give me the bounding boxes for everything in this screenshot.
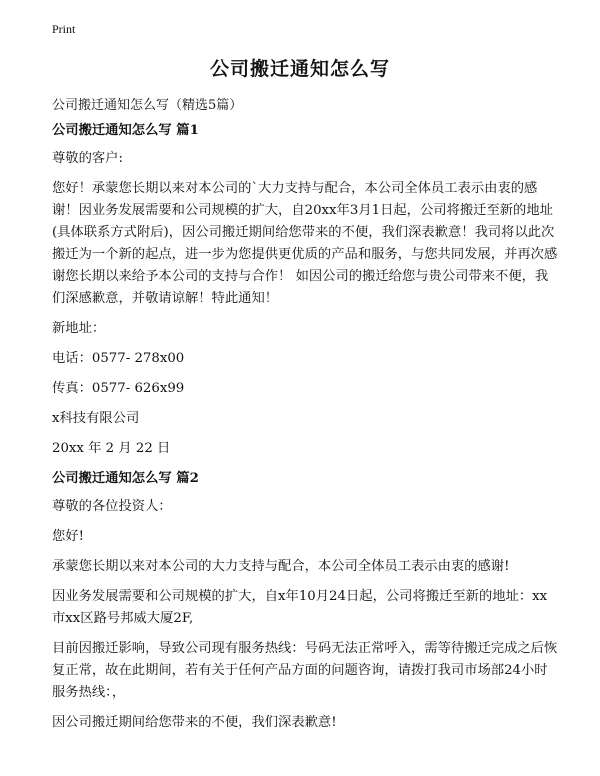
company-name: x科技有限公司 (52, 411, 140, 426)
new-address: 新地址： (52, 321, 106, 336)
article-content (52, 114, 558, 742)
hotline-paragraph: 目前因搬迁影响，导致公司现有服务热线：号码无法正常呼入，需等待搬迁完成之后恢复正常，故在此期间，若有关于任何产品方面的问题咨询，请拨打我司市场部24小时服务热线：， (52, 641, 558, 700)
page-title: 公司搬迁通知怎么写 (209, 58, 390, 80)
notice-date: 20xx 年 2 月 22 日 (52, 441, 171, 456)
fax-line: 传真：0577- 626x99 (52, 381, 185, 396)
hello-line: 您好! (52, 529, 84, 544)
print-link[interactable]: Print (52, 22, 76, 36)
page-subtitle: 公司搬迁通知怎么写（精选5篇） (52, 98, 243, 113)
move-paragraph: 因业务发展需要和公司规模的扩大，自x年10月24日起，公司将搬迁至新的地址：xx市xx区路号邦威大厦2F, (52, 589, 548, 626)
thanks-paragraph: 承蒙您长期以来对本公司的大力支持与配合，本公司全体员工表示由衷的感谢! (52, 559, 510, 574)
section-heading-2: 公司搬迁通知怎么写 篇2 (52, 471, 199, 486)
phone-line: 电话：0577- 278x00 (52, 351, 185, 366)
greeting-1: 尊敬的客户: (52, 151, 123, 166)
body-paragraph-1: 您好！承蒙您长期以来对本公司的`大力支持与配合，本公司全体员工表示由衷的感谢！因业务发展需要和公司规模的扩大，自20xx年3月1日起，公司将搬迁至新的地址(具体联系方式附后)，因公司搬迁期间给您带来的不便，我们深表歉意！我司将以此次搬迁为一个新的起点，进一步为您提供更优质的产品和服务，与您共同发展，并再次感谢您长期以来给予本公司的支持与合作！ 如因公司的搬迁给您与贵公司带来不便，我们深感歉意，并敬请谅解！特此通知！ (52, 181, 558, 306)
apology-paragraph: 因公司搬迁期间给您带来的不便，我们深表歉意! (52, 715, 337, 730)
greeting-2: 尊敬的各位投资人： (52, 499, 172, 514)
section-heading-1: 公司搬迁通知怎么写 篇1 (52, 123, 199, 138)
